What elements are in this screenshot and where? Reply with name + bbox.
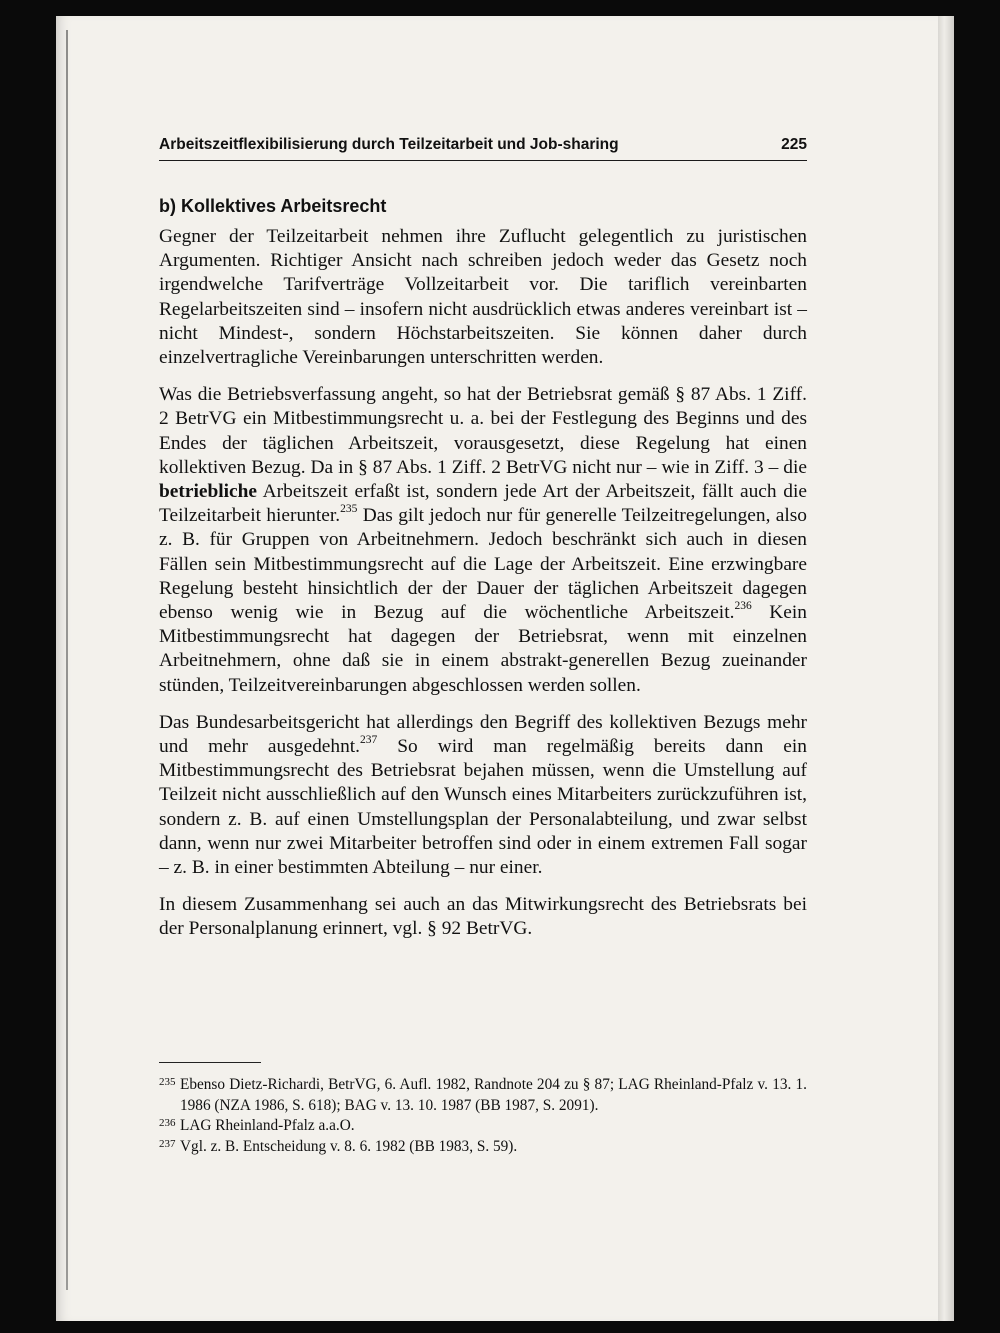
- page-spine-edge: [66, 30, 68, 1290]
- paragraph-2-part-b: Arbeitszeit erfaßt ist, sondern jede Art der Arbeitszeit, fällt auch die Teilzeitarbeit hierunter.: [159, 481, 807, 527]
- paragraph-1: Gegner der Teilzeitarbeit nehmen ihre Zuflucht gelegentlich zu juristischen Argumenten. Richtiger Ansicht nach schreiben jedoch weder das Gesetz noch irgendwelche Tarifverträge Vollzeitarbeit vor. Die tariflich vereinbarten Regelarbeitszeiten sind – insofern nicht ausdrücklich etwas anderes vereinbart ist – nicht Mindest-, sondern Höchstarbeitszeiten. Sie können daher durch einzelvertragliche Vereinbarungen unterschritten werden.: [159, 226, 807, 369]
- footnote-235: [159, 1075, 807, 1116]
- footnote-separator: [159, 1062, 261, 1063]
- section-heading: b) Kollektives Arbeitsrecht: [159, 196, 387, 216]
- footnote-number: 237: [159, 1137, 176, 1150]
- footnote-236: [159, 1116, 807, 1137]
- page-right-edge: [938, 16, 954, 1321]
- footnote-text: Vgl. z. B. Entscheidung v. 8. 6. 1982 (BB 1983, S. 59).: [180, 1137, 518, 1155]
- footnote-237: [159, 1137, 807, 1158]
- body-text: [159, 225, 807, 955]
- running-header-title: Arbeitszeitflexibilisierung durch Teilzeitarbeit und Job-sharing: [159, 136, 619, 153]
- page-number: 225: [781, 136, 807, 153]
- footnote-ref-237: 237: [360, 733, 378, 746]
- paragraph-3-part-a: Das Bundesarbeitsgericht hat allerdings den Begriff des kollektiven Bezugs mehr und mehr ausgedehnt.: [159, 711, 807, 758]
- footnote-ref-236: 236: [734, 599, 752, 612]
- footnote-ref-235: 235: [340, 502, 358, 515]
- footnote-number: 236: [159, 1117, 176, 1129]
- footnote-number: 235: [159, 1076, 176, 1088]
- paragraph-2: [159, 383, 807, 698]
- footnotes: [159, 1075, 807, 1157]
- footnote-text: Ebenso Dietz-Richardi, BetrVG, 6. Aufl. 1982, Randnote 204 zu § 87; LAG Rheinland-Pfalz v. 13. 1. 1986 (NZA 1986, S. 618); BAG v. 13. 10. 1987 (BB 1987, S. 2091).: [180, 1076, 807, 1114]
- paragraph-2-part-d: Kein Mitbestimmungsrecht hat dagegen der Betriebsrat, wenn mit einzelnen Arbeitnehmern, ohne daß sie in einem abstrakt-generellen Bezug zueinander stünden, Teilzeitvereinbarungen abgeschlossen werden sollen.: [159, 602, 807, 696]
- paragraph-3: [159, 711, 807, 880]
- paragraph-2-part-c: Das gilt jedoch nur für generelle Teilzeitregelungen, also z. B. für Gruppen von Arbeitnehmern. Jedoch beschränkt sich auch in diesen Fällen sein Mitbestimmungsrecht auf die Lage der Arbeitszeit. Eine erzwingbare Regelung besteht hinsichtlich der der Dauer der täglichen Arbeitszeit dagegen ebenso wenig wie in Bezug auf die wöchentliche Arbeitszeit.: [159, 505, 807, 624]
- running-header: [159, 128, 807, 161]
- paragraph-2-part-a: Was die Betriebsverfassung angeht, so hat der Betriebsrat gemäß § 87 Abs. 1 Ziff. 2 BetrVG ein Mitbestimmungsrecht u. a. bei der Festlegung des Beginns und des Endes der täglichen Arbeitszeit, vorausgesetzt, diese Regelung hat einen kollektiven Bezug. Da in § 87 Abs. 1 Ziff. 2 BetrVG nicht nur – wie in Ziff. 3 – die: [159, 384, 807, 478]
- emphasis-betriebliche: betriebliche: [159, 481, 258, 503]
- paragraph-4: In diesem Zusammenhang sei auch an das Mitwirkungsrecht des Betriebsrats bei der Personalplanung erinnert, vgl. § 92 BetrVG.: [159, 894, 807, 940]
- footnote-text: LAG Rheinland-Pfalz a.a.O.: [180, 1117, 355, 1134]
- paragraph-3-part-b: So wird man regelmäßig bereits dann ein Mitbestimmungsrecht des Betriebsrat bejahen müssen, wenn die Umstellung auf Teilzeit nicht ausschließlich auf den Wunsch eines Mitarbeiters zurückzuführen ist, sondern z. B. auf einen Umstellungsplan der Personalabteilung, und zwar selbst dann, wenn nur zwei Mitarbeiter betroffen sind oder in einem extremen Fall sogar – z. B. in einer bestimmten Abteilung – nur einer.: [159, 736, 807, 879]
